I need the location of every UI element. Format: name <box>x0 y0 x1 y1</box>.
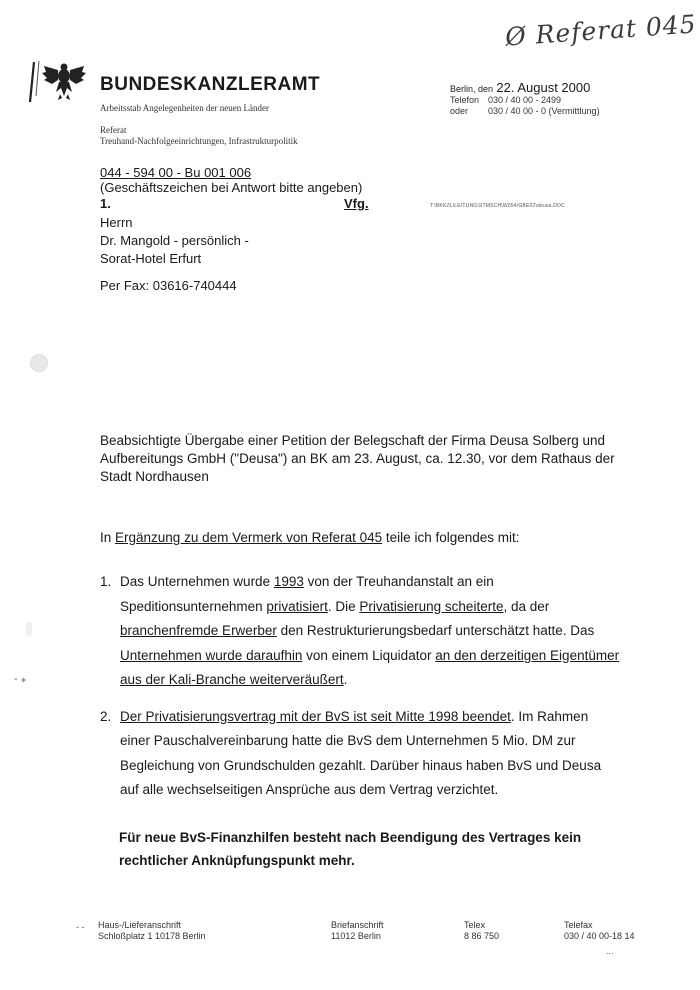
handwritten-annotation: Ø Referat 045 <box>504 9 698 52</box>
referat-label: Referat <box>100 125 127 135</box>
footer-telefax <box>564 920 635 942</box>
scan-mark <box>26 622 32 636</box>
numbered-points <box>100 570 620 803</box>
recipient-fax: Per Fax: 03616-740444 <box>100 278 237 293</box>
point-number: 1. <box>100 574 112 589</box>
file-path: T:\BKKZL\LEITUNG\STMSCH\W054\GBE02\deusa.DOC <box>430 203 565 209</box>
referat-description: Treuhand-Nachfolgeeinrichtungen, Infrastrukturpolitik <box>100 136 298 146</box>
reference-note: (Geschäftszeichen bei Antwort bitte angeben) <box>100 180 363 195</box>
alt-phone-value: 030 / 40 00 - 0 (Vermittlung) <box>488 106 600 116</box>
footer-fax-label: Telefax <box>564 920 593 930</box>
conclusion: Für neue BvS-Finanzhilfen besteht nach Beendigung des Vertrages kein rechtlicher Anknüpfungspunkt mehr. <box>119 830 582 868</box>
margin-mark: - ⁎ <box>14 673 27 685</box>
footer-postal-value: 11012 Berlin <box>331 931 381 941</box>
point-text: Das Unternehmen wurde 1993 von der Treuhandanstalt an ein Speditionsunternehmen privatisiert. Die Privatisierung scheiterte, da der branchenfremde Erwerber den Restrukturierungsbedarf unterschätzt hatte. Das Unternehmen wurde daraufhin von einem Liquidator an den derzeitigen Eigentümer aus der Kali-Branche weiterveräußert. <box>120 574 620 687</box>
vfg-mark: Vfg. <box>344 196 369 211</box>
footer-address-value: Schloßplatz 1 10178 Berlin <box>98 931 206 941</box>
phone-value: 030 / 40 00 - 2499 <box>488 95 562 105</box>
organization-title: BUNDESKANZLERAMT <box>100 74 321 95</box>
footer-dots: ... <box>606 946 614 956</box>
recipient-name: Dr. Mangold - persönlich - <box>100 233 249 248</box>
recipient-location: Sorat-Hotel Erfurt <box>100 251 202 266</box>
footer-telex-label: Telex <box>464 920 486 930</box>
footer-telex <box>464 920 499 942</box>
intro-paragraph <box>100 530 520 545</box>
footer-address <box>98 920 206 942</box>
subject-line: Beabsichtigte Übergabe einer Petition der Belegschaft der Firma Deusa Solberg und Aufbereitungs GmbH ("Deusa") an BK am 23. August, ca. 12.30, vor dem Rathaus der Stadt Nordhausen <box>100 433 615 484</box>
phone-block <box>450 95 600 117</box>
recipient-block <box>100 214 249 268</box>
footer-dash: - - <box>76 922 85 932</box>
letter-date: 22. August 2000 <box>496 80 591 95</box>
intro-suffix: teile ich folgendes mit: <box>382 530 520 545</box>
place-prefix: Berlin, den <box>450 84 494 94</box>
organization-subunit: Arbeitsstab Angelegenheiten der neuen Länder <box>100 103 269 113</box>
list-item <box>100 705 620 803</box>
phone-label: Telefon <box>450 95 480 105</box>
footer-address-label: Haus-/Lieferanschrift <box>98 920 182 930</box>
point-text: Der Privatisierungsvertrag mit der BvS ist seit Mitte 1998 beendet. Im Rahmen einer Pauschalvereinbarung hatte die BvS dem Unternehmen 5 Mio. DM zur Begleichung von Grundschulden gezahlt. Darüber hinaus haben BvS und Deusa auf alle wechselseitigen Ansprüche aus dem Vertrag verzichtet. <box>120 708 602 797</box>
intro-prefix: In <box>100 530 116 545</box>
date-line <box>450 80 590 95</box>
reference-number: 044 - 594 00 - Bu 001 006 <box>100 165 252 180</box>
footer-postal-label: Briefanschrift <box>331 920 384 930</box>
point-number: 2. <box>100 708 112 724</box>
intro-reference: Ergänzung zu dem Vermerk von Referat 045 <box>115 530 383 545</box>
alt-phone-label: oder <box>450 106 469 116</box>
list-item <box>100 570 620 693</box>
footer-postal <box>331 920 384 942</box>
footer-telex-value: 8 86 750 <box>464 931 500 941</box>
recipient-salutation: Herrn <box>100 215 133 230</box>
federal-eagle-icon <box>28 58 86 104</box>
scan-hole-punch <box>30 354 48 372</box>
footer-fax-value: 030 / 40 00-18 14 <box>564 931 635 941</box>
item-number: 1. <box>100 196 111 211</box>
